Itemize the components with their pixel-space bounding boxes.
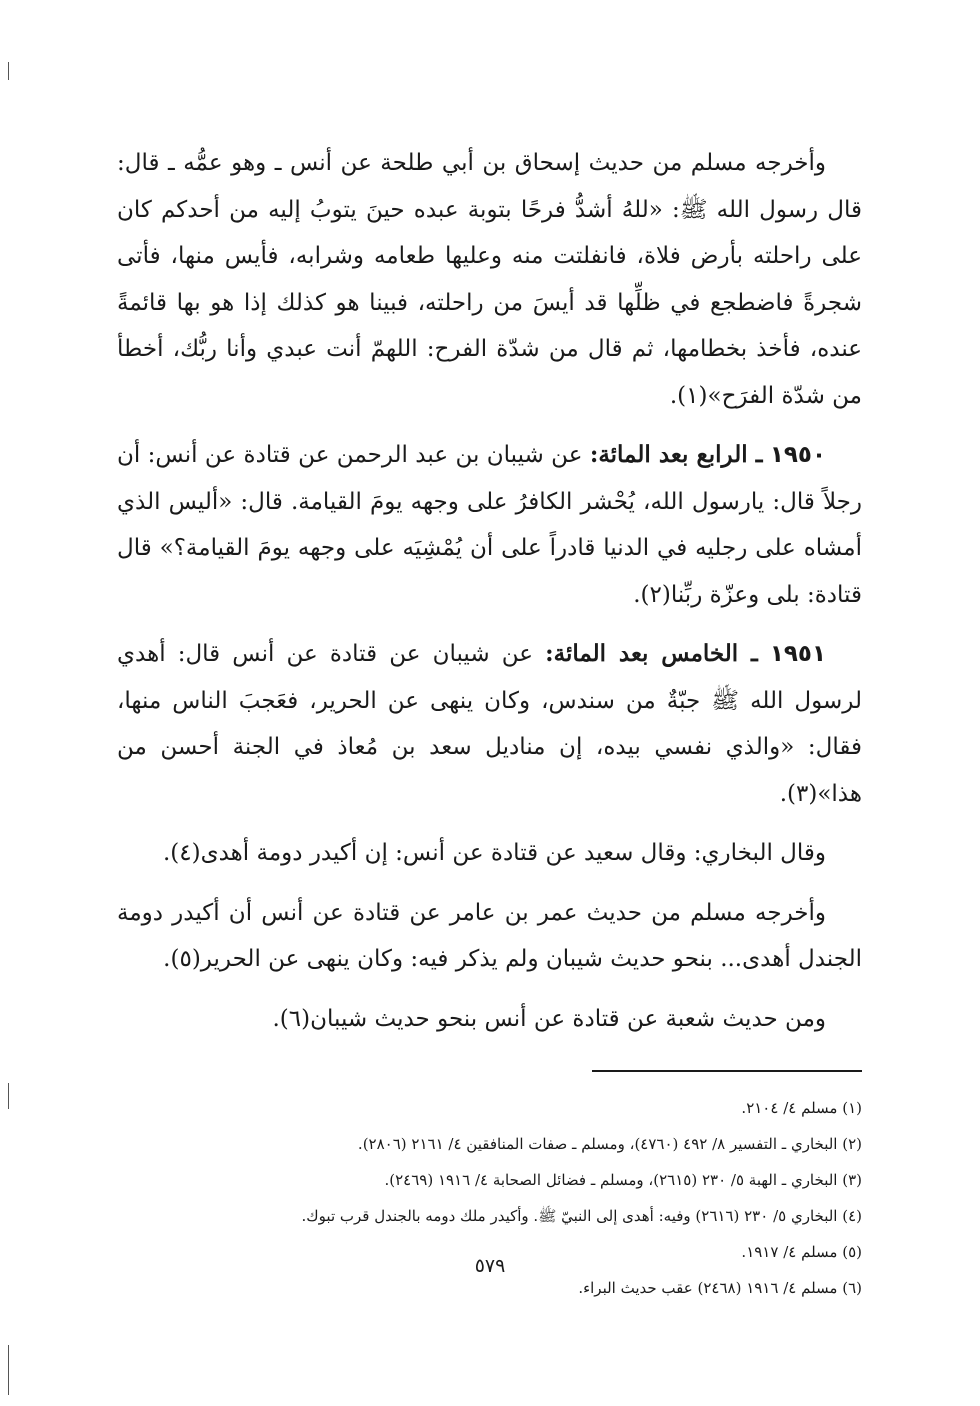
scan-margin-mark-bottom [8,1345,9,1395]
paragraph-text: وأخرجه مسلم من حديث عمر بن عامر عن قتادة عن أنس أن أكيدر دومة الجندل أهدى... بنحو حديث شيبان ولم يذكر فيه: وكان ينهى عن الحرير(٥). [117,899,862,972]
hadith-number: ١٩٥٠ [769,442,827,468]
paragraph-shuba-variant [117,996,862,1043]
paragraph-muslim-hadith [117,140,862,419]
hadith-1951 [117,631,862,817]
scan-margin-mark-middle [8,1083,9,1109]
paragraph-bukhari-note [117,830,862,877]
hadith-text: عن شيبان عن قتادة عن أنس قال: أهدي لرسول الله ﷺ جبّةٌ من سندس، وكان ينهى عن الحرير، فعَجبَ الناس منها، فقال: «والذي نفسي بيده، إن مناديل سعد بن مُعاذ في الجنة أحسن من هذا»(٣). [117,641,862,807]
footnote-separator [592,1070,862,1072]
paragraph-text: وقال البخاري: وقال سعيد عن قتادة عن أنس: إن أكيدر دومة أهدى(٤). [162,840,826,866]
scan-margin-mark-top [8,62,9,80]
hadith-heading: ـ الخامس بعد المائة: [545,640,758,667]
hadith-number: ١٩٥١ [769,641,826,667]
footnote: (٥) مسلم ٤/ ١٩١٧. [741,1243,862,1261]
page-number: ٥٧٩ [474,1255,506,1277]
footnote: (٣) البخاري ـ الهبة ٥/ ٢٣٠ (٢٦١٥)، ومسلم ـ فضائل الصحابة ٤/ ١٩١٦ (٢٤٦٩). [384,1171,862,1189]
footnote: (٦) مسلم ٤/ ١٩١٦ (٢٤٦٨) عقب حديث البراء. [578,1279,862,1297]
hadith-text: عن شيبان بن عبد الرحمن عن قتادة عن أنس: أن رجلاً قال: يارسول الله، يُحْشر الكافرُ على وجهه يومَ القيامة. قال: «أليس الذي أمشاه على رجليه في الدنيا قادراً على أن يُمْشِيَه على وجهه يومَ القيامة؟» قال قتادة: بلى وعزّة ربِّنا(٢). [117,442,862,608]
paragraph-muslim-variant [117,890,862,983]
hadith-heading: ـ الرابع بعد المائة: [589,441,763,468]
hadith-1950 [117,432,862,618]
page-body [117,140,862,1306]
paragraph-text: ومن حديث شعبة عن قتادة عن أنس بنحو حديث شيبان(٦). [272,1005,826,1032]
paragraph-text: وأخرجه مسلم من حديث إسحاق بن أبي طلحة عن أنس ـ وهو عمُّه ـ قال: قال رسول الله ﷺ: «للهُ أشدُّ فرحًا بتوبة عبده حينَ يتوبُ إليه من أحدكم كان على راحلته بأرض فلاة، فانفلتت منه وعليها طعامه وشرابه، فأيس منها، فأتى شجرةً فاضطجع في ظلِّها قد أيسَ من راحلته، فبينا هو كذلك إذا هو بها قائمةً عنده، فأخذ بخطامها، ثم قال من شدّة الفرح: اللهمّ أنت عبدي وأنا ربُّك، أخطأ من شدّة الفرَح»(١). [117,150,862,409]
footnote: (٢) البخاري ـ التفسير ٨/ ٤٩٢ (٤٧٦٠)، ومسلم ـ صفات المنافقين ٤/ ٢١٦١ (٢٨٠٦). [357,1135,862,1153]
footnote: (٤) البخاري ٥/ ٢٣٠ (٢٦١٦) وفيه: أهدى إلى النبيّ ﷺ. وأكيدر ملك دومه بالجندل قرب تبوك. [301,1207,862,1225]
footnote: (١) مسلم ٤/ ٢١٠٤. [741,1099,862,1117]
